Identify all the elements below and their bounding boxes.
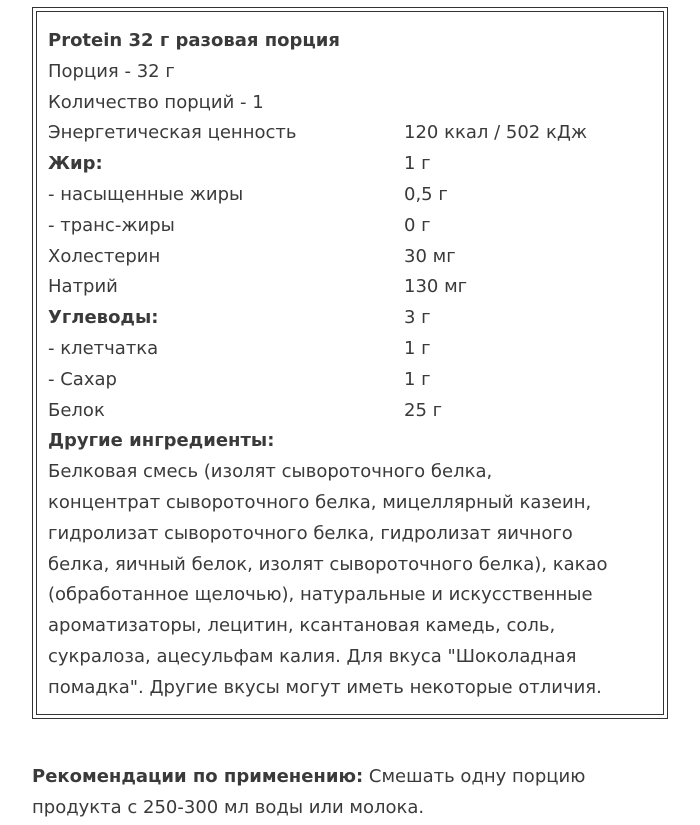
usage-paragraph [32, 761, 672, 823]
nutrient-row [48, 118, 655, 149]
nutrient-label: Холестерин [48, 245, 161, 267]
nutrient-row [48, 242, 655, 273]
nutrient-label: Углеводы: [48, 307, 159, 329]
serving-size-row [48, 57, 655, 88]
nutrient-label: Энергетическая ценность [48, 122, 297, 144]
nutrient-label: Белок [48, 399, 105, 421]
nutrient-value: 0,5 г [404, 183, 448, 205]
nutrient-label: - Сахар [48, 368, 117, 390]
table-title: Protein 32 г разовая порция [48, 30, 340, 51]
nutrition-table-cell [36, 11, 664, 715]
nutrient-label: - клетчатка [48, 337, 159, 359]
nutrient-value: 3 г [404, 307, 431, 329]
servings-count: Количество порций - 1 [48, 91, 264, 113]
nutrient-label: Жир: [48, 153, 103, 175]
nutrient-row [48, 180, 655, 211]
nutrient-label: - насыщенные жиры [48, 183, 244, 205]
serving-size: Порция - 32 г [48, 60, 175, 82]
nutrient-row [48, 303, 655, 334]
nutrient-value: 30 мг [404, 245, 456, 267]
servings-count-row [48, 88, 655, 119]
nutrient-value: 120 ккал / 502 кДж [404, 122, 588, 144]
nutrient-row [48, 334, 655, 365]
usage-text: Смешать одну порцию продукта с 250-300 мл воды или молока. [32, 766, 586, 818]
nutrient-list [48, 118, 655, 426]
nutrient-value: 130 мг [404, 276, 468, 298]
nutrient-value: 25 г [404, 399, 443, 421]
nutrient-value: 1 г [404, 153, 431, 175]
nutrient-label: Натрий [48, 276, 118, 298]
nutrition-table [32, 7, 668, 719]
nutrient-row [48, 149, 655, 180]
ingredients-text: Белковая смесь (изолят сывороточного белка, концентрат сывороточного белка, мицеллярный казеин, гидролизат сывороточного белка, гидролизат яичного белка, яичный белок, изолят сывороточного белка), какао (обработанное щелочью), натуральные и искусственные ароматизаторы, лецитин, ксантановая камедь, соль, сукралоза, ацесульфам калия. Для вкуса "Шоколадная помадка". Другие вкусы могут иметь некоторые отличия. [48, 461, 608, 698]
nutrient-value: 0 г [404, 214, 431, 236]
nutrient-row [48, 396, 655, 427]
nutrient-value: 1 г [404, 337, 431, 359]
ingredients-heading: Другие ингредиенты: [48, 430, 275, 452]
nutrient-label: - транс-жиры [48, 214, 175, 236]
nutrient-row [48, 211, 655, 242]
nutrient-row [48, 365, 655, 396]
usage-label: Рекомендации по применению: [32, 766, 364, 787]
nutrient-row [48, 272, 655, 303]
nutrient-value: 1 г [404, 368, 431, 390]
